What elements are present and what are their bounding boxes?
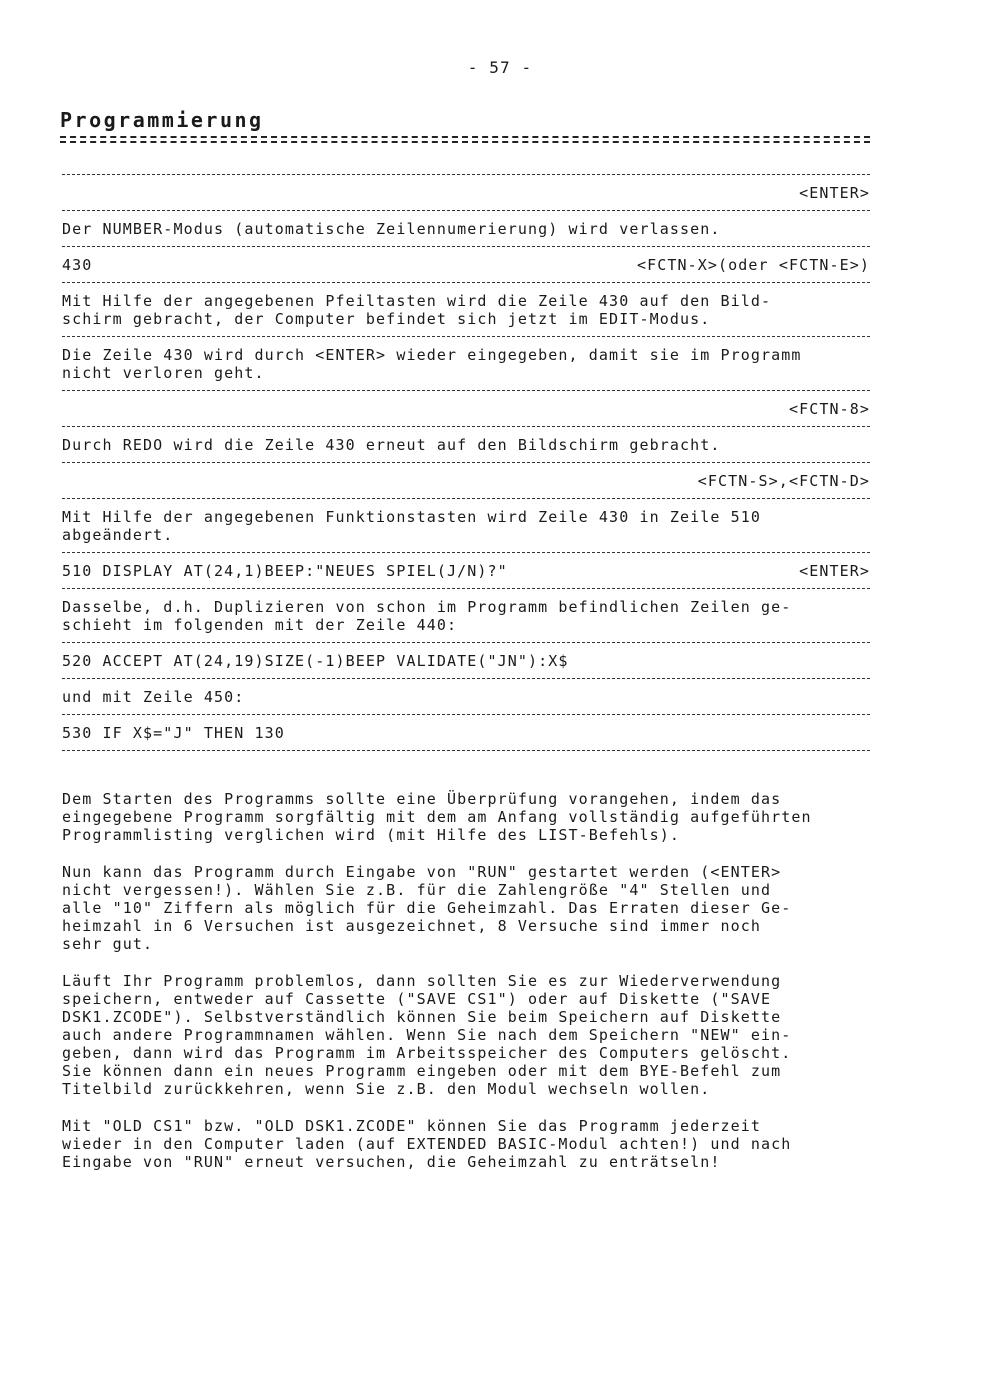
key-sequence: <ENTER> <box>799 562 870 580</box>
explanation-line: Mit Hilfe der angegebenen Funktionstasten wird Zeile 430 in Zeile 510 <box>62 508 762 526</box>
heading-rule <box>60 136 870 138</box>
paragraph-line: heimzahl in 6 Versuchen ist ausgezeichnet, 8 Versuche sind immer noch <box>62 917 762 935</box>
explanation-row <box>62 210 870 246</box>
explanation-line: Durch REDO wird die Zeile 430 erneut auf den Bildschirm gebracht. <box>62 436 721 454</box>
paragraph-line: speichern, entweder auf Cassette ("SAVE CS1") oder auf Diskette ("SAVE <box>62 990 772 1008</box>
explanation-line: und mit Zeile 450: <box>62 688 245 706</box>
paragraph-line: Dem Starten des Programms sollte eine Überprüfung vorangehen, indem das <box>62 790 782 808</box>
explanation-line: abgeändert. <box>62 526 174 544</box>
paragraph <box>62 1117 874 1171</box>
paragraph-line: auch andere Programmnamen wählen. Wenn Sie nach dem Speichern "NEW" ein- <box>62 1026 792 1044</box>
explanation-row <box>62 588 870 642</box>
key-input-row <box>62 552 870 588</box>
explanation-line: nicht verloren geht. <box>62 364 265 382</box>
program-input: 510 DISPLAY AT(24,1)BEEP:"NEUES SPIEL(J/N)?" <box>62 562 508 580</box>
program-input: 530 IF X$="J" THEN 130 <box>62 724 285 742</box>
paragraph-line: Titelbild zurückkehren, wenn Sie z.B. den Modul wechseln wollen. <box>62 1080 711 1098</box>
explanation-row <box>62 498 870 552</box>
paragraph-line: Programmlisting verglichen wird (mit Hilfe des LIST-Befehls). <box>62 826 680 844</box>
paragraph-line: sehr gut. <box>62 935 154 953</box>
paragraph-line: wieder in den Computer laden (auf EXTENDED BASIC-Modul achten!) und nach <box>62 1135 792 1153</box>
paragraph <box>62 863 874 953</box>
paragraph-line: Sie können dann ein neues Programm eingeben oder mit dem BYE-Befehl zum <box>62 1062 782 1080</box>
explanation-line: Der NUMBER-Modus (automatische Zeilennumerierung) wird verlassen. <box>62 220 721 238</box>
body-text <box>62 790 874 1190</box>
explanation-row <box>62 336 870 390</box>
explanation-line: Mit Hilfe der angegebenen Pfeiltasten wird die Zeile 430 auf den Bild- <box>62 292 772 310</box>
paragraph-line: Eingabe von "RUN" erneut versuchen, die Geheimzahl zu enträtseln! <box>62 1153 721 1171</box>
explanation-line: Dasselbe, d.h. Duplizieren von schon im Programm befindlichen Zeilen ge- <box>62 598 792 616</box>
paragraph-line: DSK1.ZCODE"). Selbstverständlich können Sie beim Speichern auf Diskette <box>62 1008 782 1026</box>
heading-rule-second <box>60 141 870 143</box>
key-input-row <box>62 462 870 498</box>
explanation-line: schieht im folgenden mit der Zeile 440: <box>62 616 458 634</box>
paragraph-line: Läuft Ihr Programm problemlos, dann sollten Sie es zur Wiederverwendung <box>62 972 782 990</box>
program-input: 520 ACCEPT AT(24,19)SIZE(-1)BEEP VALIDATE("JN"):X$ <box>62 652 569 670</box>
paragraph-line: Nun kann das Programm durch Eingabe von "RUN" gestartet werden (<ENTER> <box>62 863 782 881</box>
paragraph-line: geben, dann wird das Programm im Arbeitsspeicher des Computers gelöscht. <box>62 1044 792 1062</box>
explanation-row <box>62 426 870 462</box>
explanation-line: schirm gebracht, der Computer befindet sich jetzt im EDIT-Modus. <box>62 310 711 328</box>
key-input-row <box>62 714 870 751</box>
program-input: 430 <box>62 256 93 274</box>
paragraph-line: nicht vergessen!). Wählen Sie z.B. für die Zahlengröße "4" Stellen und <box>62 881 772 899</box>
key-input-row <box>62 174 870 210</box>
paragraph-line: eingegebene Programm sorgfältig mit dem am Anfang vollständig aufgeführten <box>62 808 812 826</box>
instruction-steps <box>62 174 870 751</box>
key-sequence: <FCTN-X>(oder <FCTN-E>) <box>636 256 870 274</box>
explanation-row <box>62 282 870 336</box>
key-input-row <box>62 246 870 282</box>
key-input-row <box>62 642 870 678</box>
key-input-row <box>62 390 870 426</box>
key-sequence: <FCTN-S>,<FCTN-D> <box>697 472 870 490</box>
paragraph-line: alle "10" Ziffern als möglich für die Geheimzahl. Das Erraten dieser Ge- <box>62 899 792 917</box>
paragraph-line: Mit "OLD CS1" bzw. "OLD DSK1.ZCODE" können Sie das Programm jederzeit <box>62 1117 762 1135</box>
section-heading: Programmierung <box>60 108 264 132</box>
key-sequence: <FCTN-8> <box>788 400 870 418</box>
paragraph <box>62 972 874 1098</box>
explanation-line: Die Zeile 430 wird durch <ENTER> wieder eingegeben, damit sie im Programm <box>62 346 802 364</box>
key-sequence: <ENTER> <box>799 184 870 202</box>
paragraph <box>62 790 874 844</box>
page-number: - 57 - <box>467 58 533 77</box>
explanation-row <box>62 678 870 714</box>
